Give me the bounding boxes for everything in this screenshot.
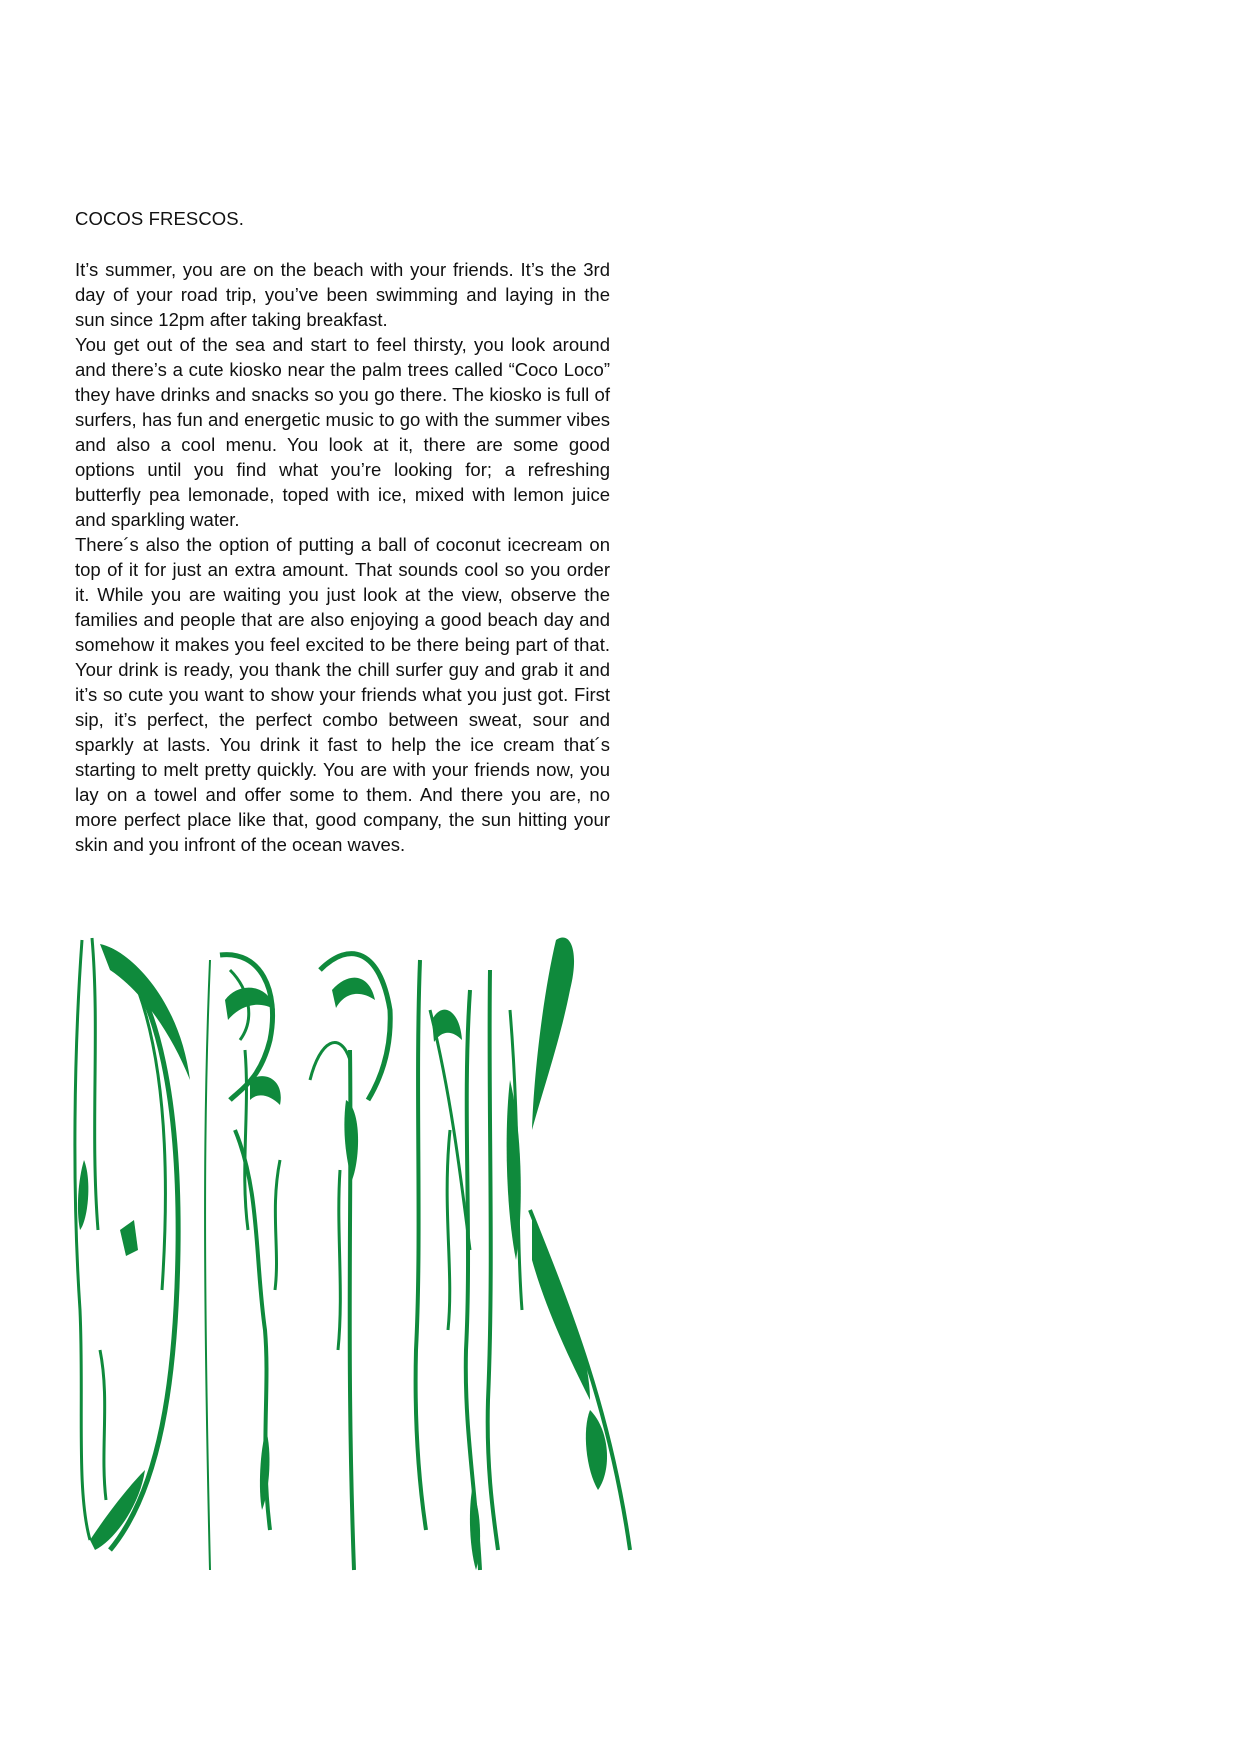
letter-n-shape: [416, 960, 480, 1570]
document-title: COCOS FRESCOS.: [75, 208, 244, 229]
letter-k-blob-1: [532, 937, 574, 1130]
letter-k-blob-3: [532, 1220, 590, 1400]
letter-k-shape: [488, 970, 630, 1550]
letter-n-blob-1: [432, 1010, 462, 1042]
letter-i-blob-2: [344, 1100, 358, 1180]
letter-i-shape: [310, 954, 390, 1570]
letter-d-blob-3: [120, 1220, 138, 1256]
paragraph-2: You get out of the sea and start to feel thirsty, you look around and there’s a cute kiosko near the palm trees called “Coco Loco” they have drinks and snacks so you go there. The kiosko is full of surfers, has fun and energetic music to go with the summer vibes and also a cool menu. You look at it, there are some good options until you find what you’re looking for; a refreshing butterfly pea lemonade, toped with ice, mixed with lemon juice and sparkling water.: [75, 334, 610, 530]
paragraph-3: There´s also the option of putting a ball of coconut icecream on top of it for just an extra amount. That sounds cool so you order it. While you are waiting you just look at the view, observe the families and people that are also enjoying a good beach day and somehow it makes you feel excited to be there being part of that. Your drink is ready, you thank the chill surfer guy and grab it and it’s so cute you want to show your friends what you just got. First sip, it’s perfect, the perfect combo between sweat, sour and sparkly at lasts. You drink it fast to help the ice cream that´s starting to melt pretty quickly. You are with your friends now, you lay on a towel and offer some to them. And there you are, no more perfect place like that, good company, the sun hitting your skin and you infront of the ocean waves.: [75, 534, 610, 855]
letter-r-blob-2: [250, 1076, 281, 1105]
letter-k-blob-2: [507, 1080, 521, 1260]
document-body: [75, 257, 610, 857]
letter-i-blob-1: [332, 978, 375, 1008]
letter-d-blob-4: [78, 1160, 88, 1230]
paragraph-1: It’s summer, you are on the beach with your friends. It’s the 3rd day of your road trip, you’ve been swimming and laying in the sun since 12pm after taking breakfast.: [75, 259, 610, 330]
drink-lettering-artwork: [70, 930, 640, 1580]
letter-r-shape: [205, 955, 280, 1570]
